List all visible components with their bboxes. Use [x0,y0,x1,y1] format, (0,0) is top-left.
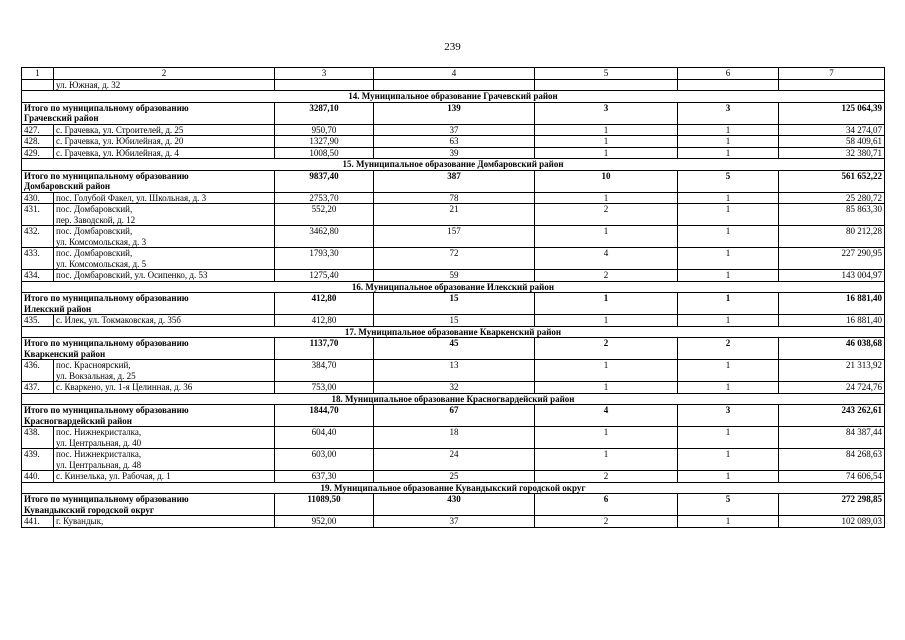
address-line: пос. Домбаровский, ул. Осипенко, д. 53 [56,270,208,280]
address [54,124,275,136]
row-number: 428. [22,136,54,148]
count-5-value: 1 [535,360,678,382]
amount-value: 80 212,28 [779,226,885,248]
address-line: пос. Голубой Факел, ул. Школьная, д. 3 [56,192,207,203]
table-row [22,449,885,471]
total-row [22,170,885,192]
address [54,471,275,483]
total-residents: 67 [374,405,535,427]
total-amount: 46 038,68 [779,338,885,360]
amount-value: 102 089,03 [779,516,885,528]
count-5-value: 2 [535,204,678,226]
residents-value: 59 [374,270,535,282]
count-5-value: 1 [535,382,678,394]
section-title: 16. Муниципальное образование Илекский район [22,281,885,293]
count-6-value: 1 [678,516,779,528]
count-5-value: 1 [535,192,678,204]
total-area: 9837,40 [275,170,374,192]
section-title: 18. Муниципальное образование Красногвардейский район [22,393,885,405]
table-row [22,382,885,394]
total-amount: 16 881,40 [779,293,885,315]
total-amount: 561 652,22 [779,170,885,192]
table-row [22,192,885,204]
address [54,248,275,270]
total-label-line: Итого по муниципальному образованию [24,170,189,181]
residents-value: 37 [374,124,535,136]
total-row [22,338,885,360]
area-value: 552,20 [275,204,374,226]
area-value: 604,40 [275,427,374,449]
total-count-5: 3 [535,102,678,124]
residents-value: 13 [374,360,535,382]
amount-value: 25 280,72 [779,192,885,204]
total-residents: 15 [374,293,535,315]
row-number: 429. [22,147,54,159]
residents-value: 39 [374,147,535,159]
total-count-5: 10 [535,170,678,192]
section-title: 17. Муниципальное образование Кваркенский район [22,326,885,338]
column-header: 7 [779,68,885,80]
amount-value: 84 387,44 [779,427,885,449]
count-6-value: 1 [678,449,779,471]
count-5-value: 2 [535,471,678,483]
count-6-value: 1 [678,136,779,148]
row-number: 431. [22,204,54,226]
residents-value: 18 [374,427,535,449]
row-number: 439. [22,449,54,471]
page-number: 239 [444,41,461,53]
address [54,147,275,159]
address-line: с. Грачевка, ул. Строителей, д. 25 [56,124,184,135]
area-value: 412,80 [275,315,374,327]
total-label [22,494,275,516]
count-6-value: 1 [678,204,779,226]
amount-value: 58 409,61 [779,136,885,148]
residents-value: 157 [374,226,535,248]
total-label-line: Илекский район [24,303,92,314]
column-header: 1 [22,68,54,80]
residents-value: 63 [374,136,535,148]
address [54,427,275,449]
amount-value: 24 724,76 [779,382,885,394]
residents-value: 21 [374,204,535,226]
address [54,382,275,394]
section-title: 14. Муниципальное образование Грачевский район [22,91,885,103]
address-line: с. Илек, ул. Токмаковская, д. 35б [56,315,181,325]
amount-value: 84 268,63 [779,449,885,471]
count-5-value: 1 [535,427,678,449]
amount-value: 34 274,07 [779,124,885,136]
residents-value: 32 [374,382,535,394]
total-label-line: Красногвардейский район [24,415,132,426]
address-line: пос. Домбаровский, [56,226,133,236]
total-label [22,102,275,124]
area-value: 1275,40 [275,270,374,282]
section-header-row [22,326,885,338]
address-line: с. Кинзелька, ул. Рабочая, д. 1 [56,471,171,481]
column-header: 6 [678,68,779,80]
row-number: 436. [22,360,54,382]
address-line: пос. Домбаровский, [56,204,133,214]
total-label-line: Итого по муниципальному образованию [24,494,189,504]
table-row [22,136,885,148]
count-5-value: 1 [535,449,678,471]
address-line: пос. Нижнекристалка, [56,427,142,437]
address [54,315,275,327]
table-row [22,124,885,136]
amount-value: 74 606,54 [779,471,885,483]
count-6-value: 1 [678,360,779,382]
area-value: 3462,80 [275,226,374,248]
total-row [22,102,885,124]
total-residents: 430 [374,494,535,516]
count-6-value: 1 [678,147,779,159]
amount-value: 85 863,30 [779,204,885,226]
total-count-6: 2 [678,338,779,360]
area-value: 950,70 [275,124,374,136]
count-6-value: 1 [678,248,779,270]
amount-value: 21 313,92 [779,360,885,382]
total-amount: 272 298,85 [779,494,885,516]
total-label [22,405,275,427]
address-line: ул. Центральная, д. 48 [56,459,142,470]
area-value: 1008,50 [275,147,374,159]
address [54,226,275,248]
count-6-value: 1 [678,427,779,449]
total-count-6: 5 [678,170,779,192]
row-number: 432. [22,226,54,248]
count-5-value [535,79,678,91]
row-number [22,79,54,91]
count-6-value: 1 [678,471,779,483]
address-line: ул. Вокзальная, д. 25 [56,370,136,381]
address [54,136,275,148]
address-line: ул. Комсомольская, д. 3 [56,236,147,247]
total-count-5: 6 [535,494,678,516]
total-count-5: 2 [535,338,678,360]
count-6-value [678,79,779,91]
table-row [22,471,885,483]
count-5-value: 2 [535,270,678,282]
table-row [22,516,885,528]
section-header-row [22,159,885,171]
address [54,270,275,282]
total-row [22,405,885,427]
area-value: 1327,90 [275,136,374,148]
total-count-6: 5 [678,494,779,516]
total-area: 11089,50 [275,494,374,516]
total-row [22,494,885,516]
total-label-line: Домбаровский район [24,181,111,191]
area-value: 2753,70 [275,192,374,204]
address-line: пос. Нижнекристалка, [56,449,142,459]
table-row [22,360,885,382]
row-number: 437. [22,382,54,394]
total-label-line: Итого по муниципальному образованию [24,405,189,415]
address-line: пер. Заводской, д. 12 [56,214,136,225]
amount-value: 143 004,97 [779,270,885,282]
total-label-line: Кваркенский район [24,348,106,359]
total-count-6: 1 [678,293,779,315]
area-value: 384,70 [275,360,374,382]
total-residents: 387 [374,170,535,192]
count-5-value: 1 [535,124,678,136]
amount-value: 227 290,95 [779,248,885,270]
residents-value [374,79,535,91]
count-6-value: 1 [678,192,779,204]
count-5-value: 1 [535,315,678,327]
section-header-row [22,393,885,405]
total-label [22,293,275,315]
total-label [22,338,275,360]
area-value: 952,00 [275,516,374,528]
residents-value: 78 [374,192,535,204]
count-5-value: 1 [535,147,678,159]
table-row [22,79,885,91]
row-number: 434. [22,270,54,282]
section-title: 19. Муниципальное образование Кувандыкский городской округ [22,482,885,494]
total-count-6: 3 [678,102,779,124]
column-header-row [22,68,885,80]
total-label-line: Итого по муниципальному образованию [24,102,189,113]
table-row [22,248,885,270]
total-area: 1137,70 [275,338,374,360]
table-row [22,147,885,159]
count-6-value: 1 [678,382,779,394]
column-header: 3 [275,68,374,80]
address [54,449,275,471]
address-line: с. Кваркено, ул. 1-я Целинная, д. 36 [56,382,193,392]
address-line: ул. Центральная, д. 40 [56,437,142,448]
housing-table [21,67,885,528]
row-number: 430. [22,192,54,204]
address-line: пос. Красноярский, [56,360,131,370]
section-title: 15. Муниципальное образование Домбаровский район [22,159,885,171]
count-6-value: 1 [678,124,779,136]
table-row [22,270,885,282]
total-area: 3287,10 [275,102,374,124]
residents-value: 15 [374,315,535,327]
column-header: 4 [374,68,535,80]
count-6-value: 1 [678,226,779,248]
row-number: 438. [22,427,54,449]
row-number: 440. [22,471,54,483]
count-5-value: 1 [535,136,678,148]
address-line: г. Кувандык, [56,516,104,526]
area-value [275,79,374,91]
amount-value [779,79,885,91]
address-line: ул. Южная, д. 32 [56,79,121,90]
address-line: с. Грачевка, ул. Юбилейная, д. 4 [56,147,179,158]
section-header-row [22,281,885,293]
address [54,516,275,528]
area-value: 603,00 [275,449,374,471]
residents-value: 37 [374,516,535,528]
count-6-value: 1 [678,270,779,282]
column-header: 2 [54,68,275,80]
address [54,192,275,204]
residents-value: 72 [374,248,535,270]
total-row [22,293,885,315]
table-row [22,315,885,327]
total-count-6: 3 [678,405,779,427]
total-label-line: Кувандыкский городской округ [24,504,155,515]
total-label-line: Итого по муниципальному образованию [24,293,189,303]
total-count-5: 1 [535,293,678,315]
section-header-row [22,91,885,103]
count-5-value: 2 [535,516,678,528]
total-count-5: 4 [535,405,678,427]
address-line: пос. Домбаровский, [56,248,133,258]
total-amount: 125 064,39 [779,102,885,124]
row-number: 441. [22,516,54,528]
column-header: 5 [535,68,678,80]
row-number: 433. [22,248,54,270]
total-label [22,170,275,192]
table-row [22,226,885,248]
total-area: 412,80 [275,293,374,315]
area-value: 753,00 [275,382,374,394]
total-label-line: Грачевский район [24,113,99,123]
residents-value: 25 [374,471,535,483]
table-row [22,204,885,226]
area-value: 637,30 [275,471,374,483]
address [54,360,275,382]
total-area: 1844,70 [275,405,374,427]
table-row [22,427,885,449]
row-number: 427. [22,124,54,136]
address-line: с. Грачевка, ул. Юбилейная, д. 20 [56,136,184,146]
total-amount: 243 262,61 [779,405,885,427]
row-number: 435. [22,315,54,327]
address [54,79,275,91]
count-5-value: 4 [535,248,678,270]
address [54,204,275,226]
area-value: 1793,30 [275,248,374,270]
address-line: ул. Комсомольская, д. 5 [56,258,147,269]
residents-value: 24 [374,449,535,471]
amount-value: 16 881,40 [779,315,885,327]
total-residents: 45 [374,338,535,360]
section-header-row [22,482,885,494]
count-5-value: 1 [535,226,678,248]
count-6-value: 1 [678,315,779,327]
total-residents: 139 [374,102,535,124]
amount-value: 32 380,71 [779,147,885,159]
total-label-line: Итого по муниципальному образованию [24,338,189,348]
